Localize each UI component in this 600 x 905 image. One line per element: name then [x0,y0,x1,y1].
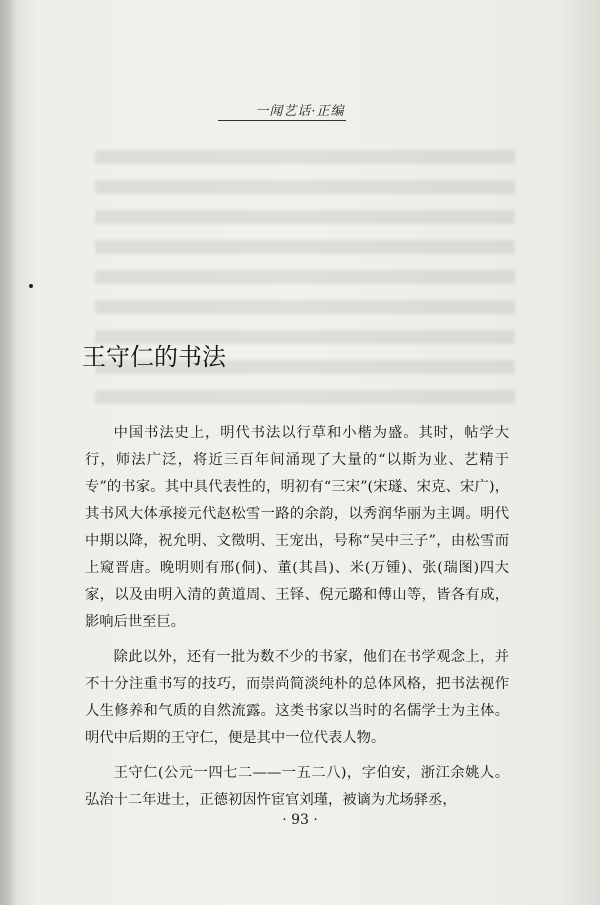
paragraph: 王守仁(公元一四七二——一五二八)，字伯安，浙江余姚人。弘治十二年进士，正德初因忤宦官刘瑾，被谪为尤场驿丞， [85,765,509,808]
paragraph: 中国书法史上，明代书法以行草和小楷为盛。其时，帖学大行，师法广泛，将近三百年间涌现了大量的“以斯为业、艺精于专”的书家。其中具代表性的，明初有“三宋”(宋璲、宋克、宋广)，其书风大体承接元代赵松雪一路的余韵，以秀润华丽为主调。明代中期以降，祝允明、文徵明、王宠出，号称“吴中三子”，由松雪而上窥晋唐。晚明则有邢(侗)、董(其昌)、米(万锺)、张(瑞图)四大家，以及由明入清的黄道周、王铎、倪元璐和傅山等，皆各有成，影响后世至巨。 [85,425,509,630]
paragraph: 除此以外，还有一批为数不少的书家，他们在书学观念上，并不十分注重书写的技巧，而崇尚简淡纯朴的总体风格，把书法视作人生修养和气质的自然流露。这类书家以当时的名儒学士为主体。明代中后期的王守仁，便是其中一位代表人物。 [85,649,509,746]
binding-shadow [0,0,18,905]
article-title: 王守仁的书法 [82,343,226,371]
running-header-text: 一闻艺话·正编 [255,104,345,119]
page-number: · 93 · [282,812,318,828]
margin-dot [29,284,33,288]
header-rule [218,120,346,121]
article-body [85,420,509,822]
running-header [0,100,600,119]
show-through-text [95,150,515,420]
